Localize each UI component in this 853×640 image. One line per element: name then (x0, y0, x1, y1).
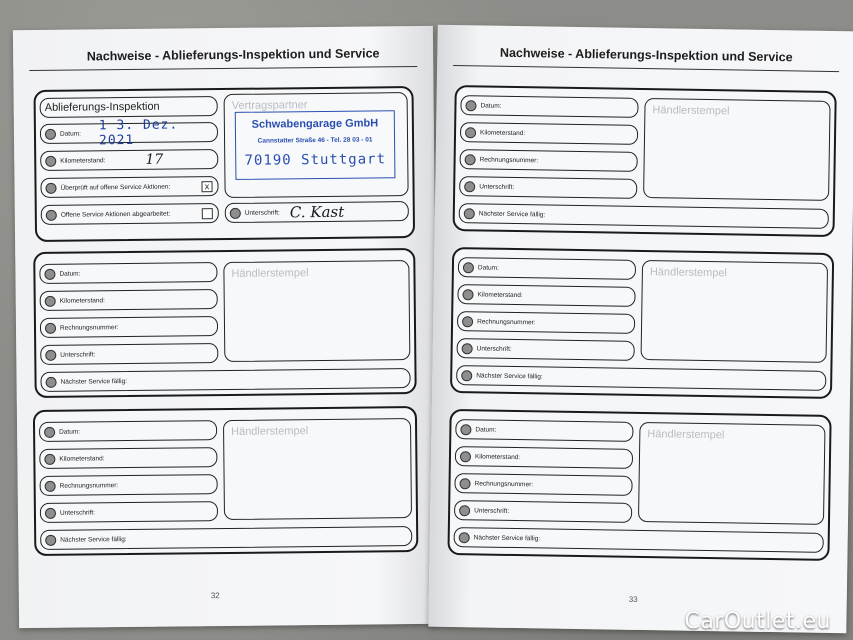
date-field[interactable] (460, 95, 638, 118)
title-divider (29, 66, 417, 71)
circle-icon (460, 451, 471, 462)
service-section (33, 406, 419, 556)
mileage-value: 17 (145, 151, 164, 168)
circle-icon (45, 507, 56, 518)
next-service-label: Nächster Service fällig: (473, 533, 541, 542)
invoice-label: Rechnungsnummer: (59, 481, 119, 490)
circle-icon (460, 424, 471, 435)
service-section (453, 85, 837, 237)
date-label: Datum: (475, 425, 497, 434)
mileage-label: Kilometerstand: (59, 296, 105, 305)
signature-field[interactable] (457, 338, 635, 361)
circle-icon (464, 208, 475, 219)
circle-icon (45, 182, 56, 193)
service-check-checkbox[interactable]: x (201, 181, 212, 192)
circle-icon (461, 370, 472, 381)
inspection-heading-field (40, 96, 218, 118)
invoice-field[interactable] (40, 474, 218, 496)
circle-icon (46, 376, 57, 387)
mileage-field[interactable] (457, 284, 635, 307)
next-service-label: Nächster Service fällig: (60, 535, 127, 544)
date-field[interactable] (39, 420, 217, 442)
date-label: Datum: (59, 428, 81, 436)
signature-label: Unterschrift: (476, 344, 512, 353)
circle-icon (45, 128, 56, 139)
mileage-field[interactable] (39, 447, 217, 469)
signature-label: Unterschrift: (59, 508, 96, 517)
signature-value: C. Kast (289, 202, 345, 222)
date-label: Datum: (480, 101, 502, 110)
invoice-label: Rechnungsnummer: (479, 155, 539, 164)
dealer-stamp-box (643, 98, 831, 201)
circle-icon (465, 100, 476, 111)
signature-field[interactable] (225, 201, 409, 223)
mileage-field[interactable] (460, 122, 638, 145)
date-field[interactable] (455, 419, 633, 442)
invoice-field[interactable] (457, 311, 635, 334)
open-actions-checkbox[interactable] (202, 208, 213, 219)
mileage-label: Kilometerstand: (59, 454, 105, 463)
date-field[interactable] (40, 117, 218, 149)
circle-icon (46, 209, 57, 220)
dealer-stamp (235, 110, 396, 180)
circle-icon (44, 426, 55, 437)
circle-icon (45, 295, 56, 306)
signature-field[interactable] (454, 500, 632, 523)
invoice-field[interactable] (40, 316, 218, 338)
page-title: Nachweise - Ablieferungs-Inspektion und Service (86, 46, 380, 64)
signature-label: Unterschrift: (60, 350, 96, 359)
next-service-label: Nächster Service fällig: (60, 377, 128, 386)
mileage-label: Kilometerstand: (480, 128, 526, 137)
date-field[interactable] (458, 257, 636, 280)
mileage-field[interactable] (40, 149, 218, 171)
mileage-field[interactable] (40, 289, 218, 311)
mileage-label: Kilometerstand: (474, 452, 521, 461)
circle-icon (44, 268, 55, 279)
date-label: Datum: (477, 263, 499, 272)
circle-icon (45, 480, 56, 491)
signature-field[interactable] (40, 501, 218, 523)
stamp-company: Schwabengarage GmbH (251, 117, 379, 131)
watermark-logo: CarOutlet.eu (684, 609, 831, 634)
circle-icon (464, 181, 475, 192)
circle-icon (459, 505, 470, 516)
mileage-field[interactable] (455, 446, 633, 469)
invoice-field[interactable] (454, 473, 632, 496)
page-right (428, 25, 853, 633)
service-check-label: Überprüft auf offene Service Aktionen: (60, 183, 171, 192)
dealer-stamp-box (638, 422, 826, 525)
next-service-label: Nächster Service fällig: (478, 209, 546, 218)
open-actions-label: Offene Service Aktionen abgearbeitet: (60, 210, 171, 219)
service-section (33, 248, 417, 398)
mileage-label: Kilometerstand: (60, 156, 106, 165)
page-number: 32 (210, 591, 220, 601)
service-section (447, 409, 831, 561)
partner-label: Vertragspartner (231, 99, 308, 112)
next-service-field[interactable] (40, 526, 412, 550)
date-label: Datum: (59, 270, 81, 278)
open-actions-field[interactable] (41, 203, 219, 225)
circle-icon (45, 534, 56, 545)
inspection-section (34, 86, 416, 242)
next-service-label: Nächster Service fällig: (476, 371, 543, 380)
next-service-field[interactable] (40, 368, 410, 392)
invoice-label: Rechnungsnummer: (474, 479, 534, 488)
stamp-address: Cannstatter Straße 46 - Tel. 28 03 - 01 (257, 136, 373, 145)
next-service-field[interactable] (454, 527, 824, 553)
circle-icon (465, 154, 476, 165)
page-left (13, 26, 439, 628)
dealer-stamp-box (223, 260, 410, 362)
invoice-label: Rechnungsnummer: (59, 323, 119, 332)
signature-label: Unterschrift: (244, 208, 280, 217)
stamp-label: Händlerstempel (647, 428, 725, 442)
signature-field[interactable] (40, 343, 218, 365)
page-title: Nachweise - Ablieferungs-Inspektion und Service (499, 45, 793, 65)
circle-icon (463, 262, 474, 273)
circle-icon (462, 316, 473, 327)
date-field[interactable] (39, 262, 217, 284)
circle-icon (462, 343, 473, 354)
stamp-city: 70190 Stuttgart (244, 151, 387, 169)
dealer-stamp-box (641, 260, 829, 363)
stamp-label: Händlerstempel (231, 425, 309, 438)
circle-icon (230, 207, 241, 218)
mileage-label: Kilometerstand: (477, 290, 523, 299)
circle-icon (45, 322, 56, 333)
signature-field[interactable] (459, 176, 637, 199)
inspection-heading: Ablieferungs-Inspektion (44, 100, 160, 114)
service-section (450, 247, 834, 399)
circle-icon (459, 478, 470, 489)
circle-icon (459, 532, 470, 543)
stamp-label: Händlerstempel (231, 267, 309, 280)
signature-label: Unterschrift: (474, 506, 510, 515)
circle-icon (44, 453, 55, 464)
date-label: Datum: (59, 130, 81, 138)
circle-icon (462, 289, 473, 300)
dealer-stamp-box (223, 418, 412, 520)
circle-icon (45, 155, 56, 166)
stamp-label: Händlerstempel (649, 266, 728, 280)
stamp-label: Händlerstempel (652, 104, 730, 118)
circle-icon (465, 127, 476, 138)
signature-label: Unterschrift: (479, 182, 515, 191)
circle-icon (45, 349, 56, 360)
invoice-field[interactable] (459, 149, 637, 172)
invoice-label: Rechnungsnummer: (477, 317, 536, 326)
page-number: 33 (628, 594, 638, 604)
service-check-field[interactable] (40, 176, 218, 198)
date-value: 1 3. Dez. 2021 (98, 117, 179, 149)
next-service-field[interactable] (459, 203, 829, 229)
title-divider (453, 65, 839, 72)
dealer-stamp-box (224, 92, 409, 198)
next-service-field[interactable] (456, 365, 826, 391)
